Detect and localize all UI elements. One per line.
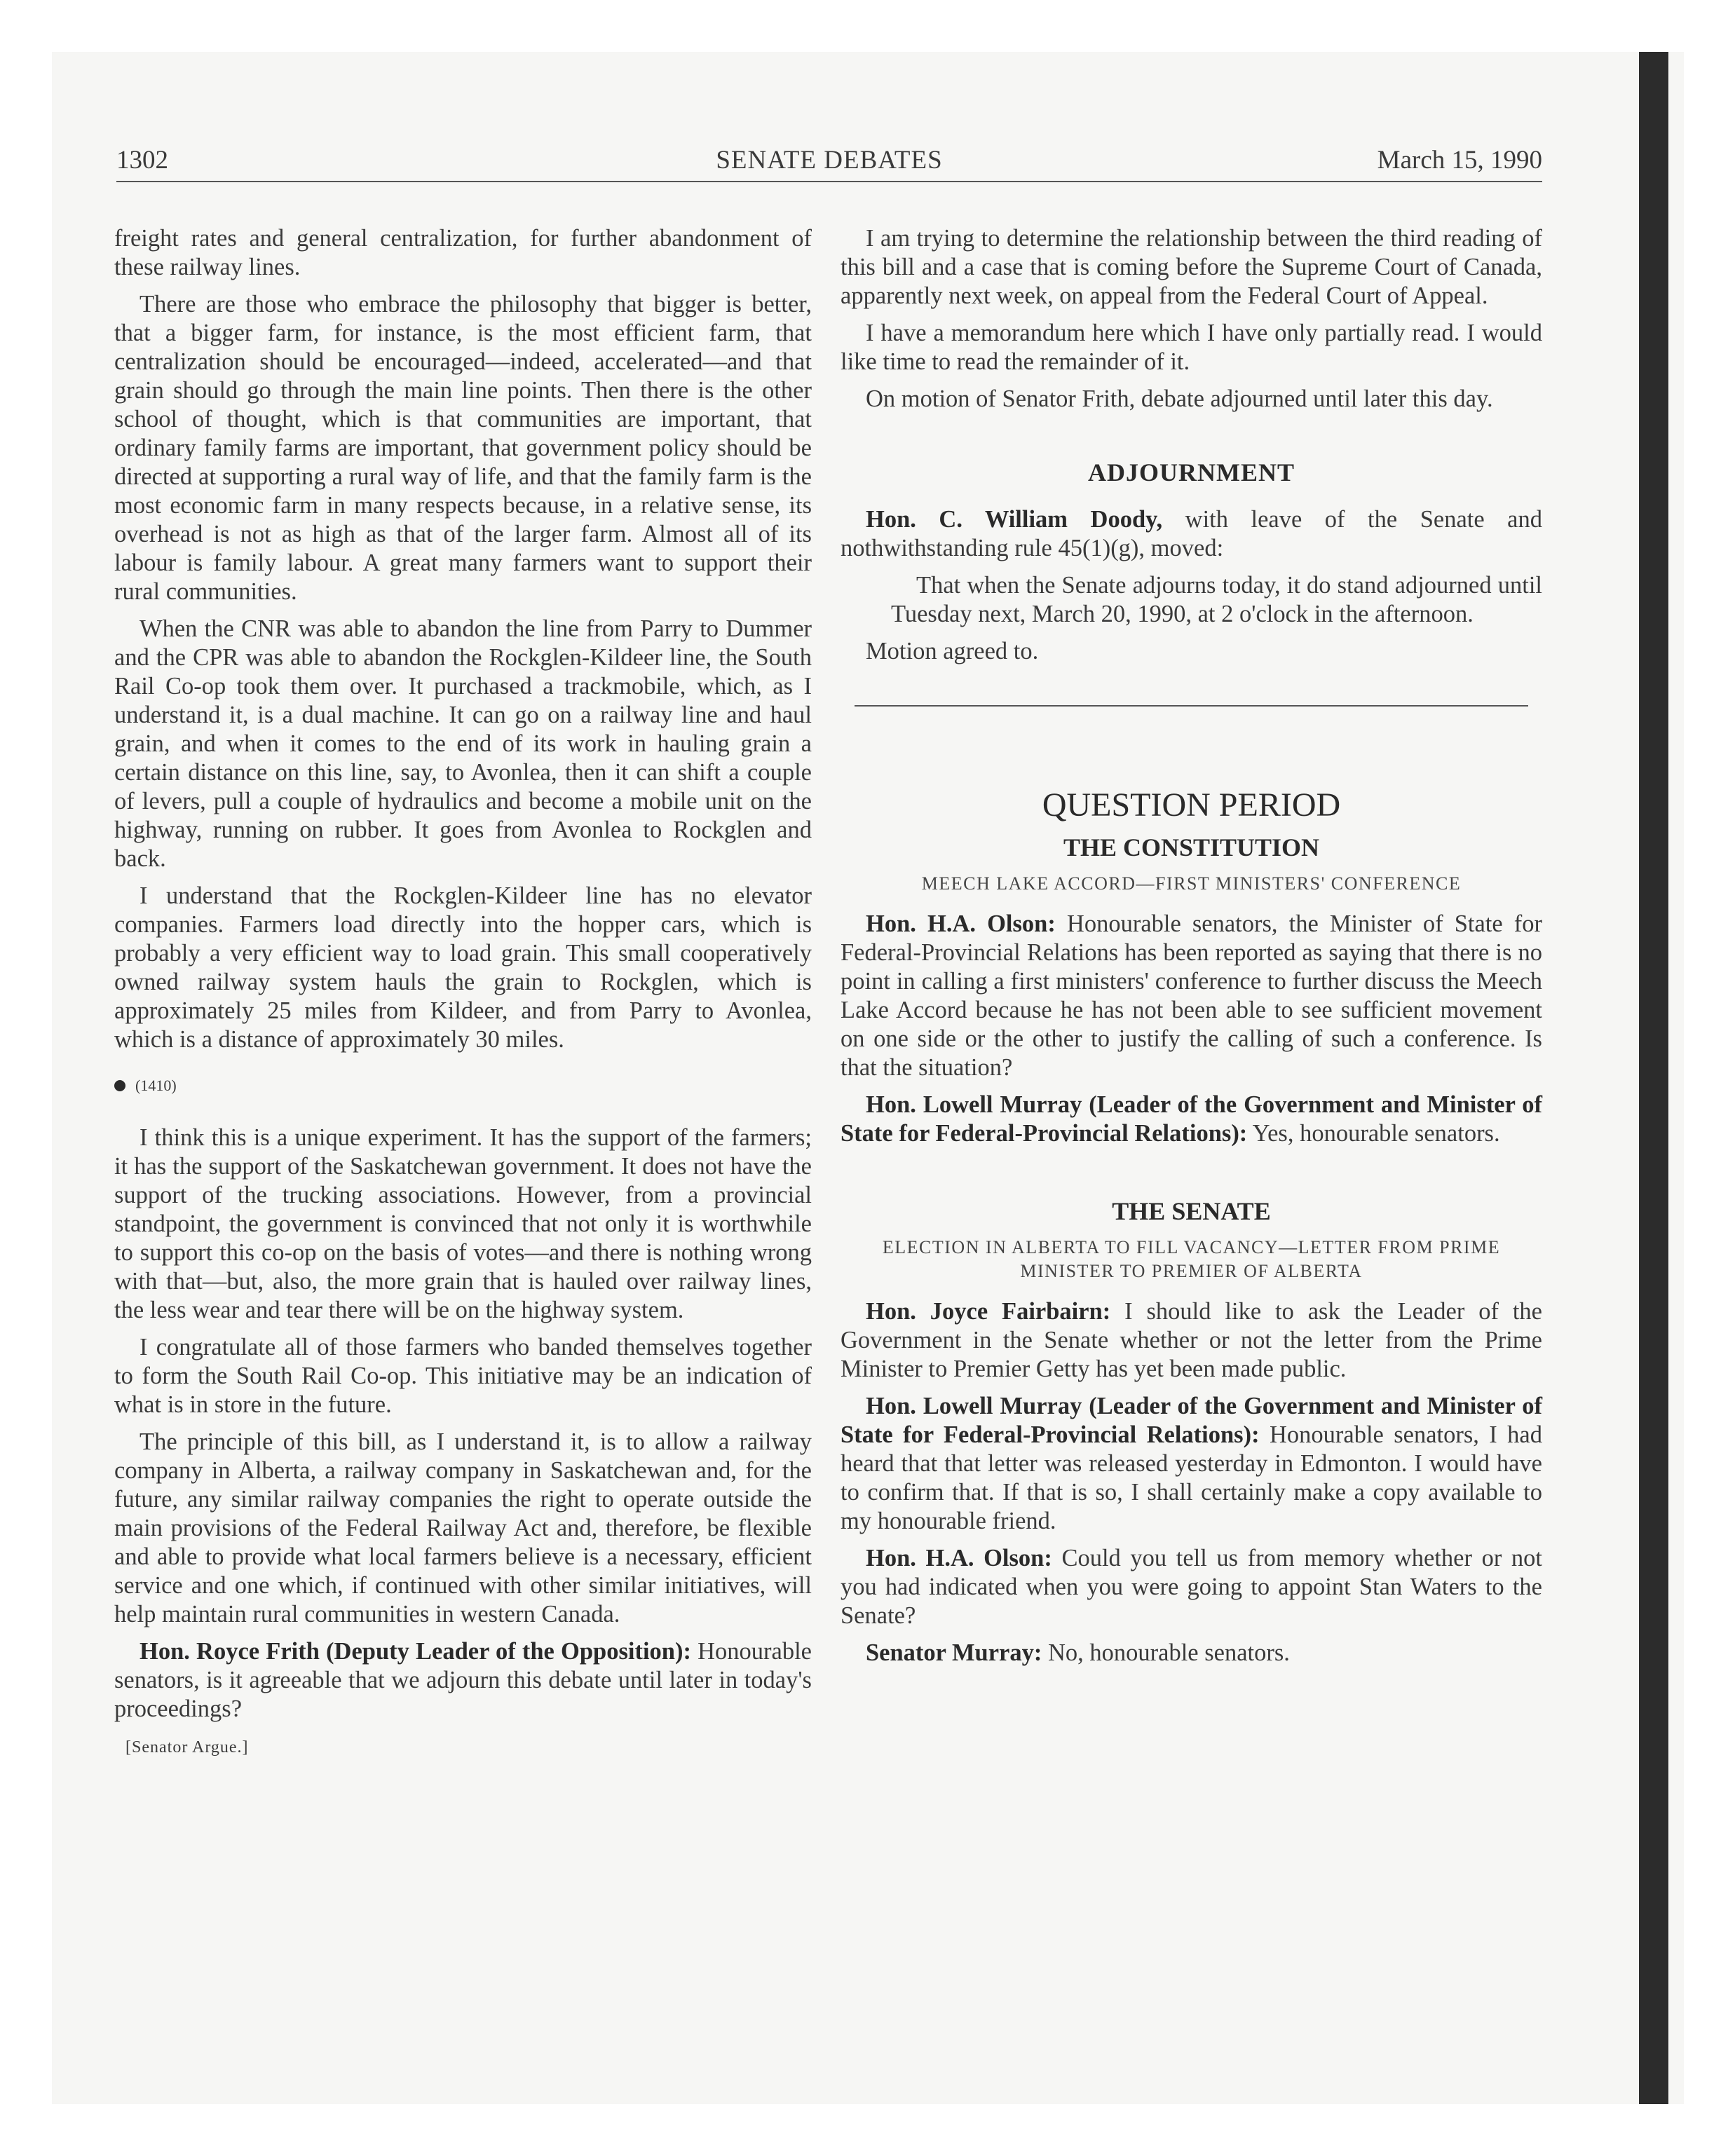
paragraph: I have a memorandum here which I have only partially read. I would like time to read the remainder of it. [841,320,1542,375]
time-marker [114,1071,812,1100]
speaker-name: Hon. C. William Doody, [866,506,1163,533]
speaker-name: Hon. Royce Frith (Deputy Leader of the Opposition): [140,1638,691,1665]
page-header [116,144,1542,182]
page-number: 1302 [116,146,168,175]
section-heading-question-period: QUESTION PERIOD [1042,786,1341,824]
speech-paragraph [841,1392,1542,1536]
subheading-the-senate: THE SENATE [1112,1197,1271,1225]
speech-text: Yes, honourable senators. [1247,1120,1500,1147]
paragraph: The principle of this bill, as I understand it, is to allow a railway company in Alberta, a railway company in Saskatchewan and, for the future, any similar railway companies the right to operate outside the main provisions of the Federal Railway Act and, therefore, be flexible and able to provide what local farmers believe is a necessary, efficient service and one which, if continued with other similar initiatives, will help maintain rural communities in western Canada. [114,1428,812,1628]
topic-heading-meech-lake: MEECH LAKE ACCORD—FIRST MINISTERS' CONFERENCE [921,873,1462,894]
speech-text: Honourable senators, the Minister of State for Federal-Provincial Relations has been reported as saying that there is no point in calling a first ministers' conference to further discuss the Meech Lake Accord because he has not been able to see sufficient movement on one side or the other to justify the calling of such a conference. Is that the situation? [841,910,1542,1081]
speech-paragraph [841,1639,1542,1667]
section-heading-adjournment: ADJOURNMENT [1088,458,1295,486]
speaker-name: Hon. Lowell Murray (Leader of the Government and Minister of State for Federal-Provincial Relations): [841,1091,1542,1147]
paragraph: I congratulate all of those farmers who banded themselves together to form the South Rail Co-op. This initiative may be an indication of what is in store in the future. [114,1334,812,1418]
speaker-name: Hon. Joyce Fairbairn: [866,1298,1111,1325]
time-marker-label: (1410) [135,1077,177,1094]
speech-paragraph [841,1091,1542,1148]
speaker-name: Senator Murray: [866,1639,1042,1666]
subheading-constitution: THE CONSTITUTION [1063,833,1320,861]
binding-edge [1639,52,1668,2104]
speech-paragraph [841,505,1542,563]
speech-text: Honourable senators, is it agreeable that we adjourn this debate until later in today's proceedings? [114,1638,812,1722]
paragraph: I think this is a unique experiment. It has the support of the farmers; it has the support of the Saskatchewan government. It does not have the support of the trucking associations. However, from a provincial standpoint, the government is convinced that not only it is worthwhile to support this co-op on the basis of votes—and there is nothing wrong with that—but, also, the more grain that is hauled over railway lines, the less wear and tear there will be on the highway system. [114,1124,812,1323]
running-title: SENATE DEBATES [716,146,943,175]
bullet-dot-icon [114,1080,125,1091]
speaker-name: Hon. Lowell Murray (Leader of the Government and Minister of State for Federal-Provincial Relations): [841,1393,1542,1448]
left-column [114,224,812,1762]
speaker-name: Hon. H.A. Olson: [866,910,1056,937]
speech-text: Honourable senators, I had heard that that letter was released yesterday in Edmonton. I would have to confirm that. If that is so, I shall certainly make a copy available to my honourable friend. [841,1421,1542,1534]
paragraph: I am trying to determine the relationship between the third reading of this bill and a case that is coming before the Supreme Court of Canada, apparently next week, on appeal from the Federal Court of Appeal. [841,225,1542,309]
paragraph: freight rates and general centralization, for further abandonment of these railway lines. [114,225,812,280]
footnote: [Senator Argue.] [125,1738,249,1756]
section-divider [855,705,1528,707]
right-column [841,224,1542,1676]
speech-paragraph [841,1297,1542,1384]
motion-text: That when the Senate adjourns today, it do stand adjourned until Tuesday next, March 20, 1990, at 2 o'clock in the afternoon. [891,572,1542,627]
speech-paragraph [114,1637,812,1724]
paragraph: I understand that the Rockglen-Kildeer line has no elevator companies. Farmers load directly into the hopper cars, which is probably a very efficient way to load grain. This small cooperatively owned railway system hauls the grain to Rockglen, which is approximately 25 miles from Kildeer, and from Parry to Avonlea, which is a distance of approximately 30 miles. [114,882,812,1053]
paragraph: When the CNR was able to abandon the line from Parry to Dummer and the CPR was able to abandon the Rockglen-Kildeer line, the South Rail Co-op took them over. It purchased a trackmobile, which, as I understand it, is a dual machine. It can go on a railway line and haul grain, and when it comes to the end of its work in hauling grain a certain distance on this line, say, to Avonlea, then it can shift a couple of levers, pull a couple of hydraulics and become a mobile unit on the highway, running on rubber. It goes from Avonlea to Rockglen and back. [114,615,812,872]
speech-paragraph [841,910,1542,1082]
speech-text: Could you tell us from memory whether or not you had indicated when you were going to appoint Stan Waters to the Senate? [841,1545,1542,1629]
page-date: March 15, 1990 [1377,146,1542,175]
speaker-name: Hon. H.A. Olson: [866,1545,1052,1571]
speech-paragraph [841,1544,1542,1630]
paragraph: Motion agreed to. [866,638,1039,664]
paragraph: There are those who embrace the philosophy that bigger is better, that a bigger farm, for instance, is the most efficient farm, that centralization should be encouraged—indeed, accelerated—and that grain should go through the main line points. Then there is the other school of thought, which is that communities are important, that ordinary family farms are important, that government policy should be directed at supporting a rural way of life, and that the family farm is the most economic farm in many respects because, in a relative sense, its overhead is not as high as that of the larger farm. Almost all of its labour is family labour. A great many farmers want to support their rural communities. [114,291,812,605]
topic-heading-election-alberta: ELECTION IN ALBERTA TO FILL VACANCY—LETTER FROM PRIME MINISTER TO PREMIER OF ALBERTA [882,1237,1501,1281]
speech-text: with leave of the Senate and nothwithstanding rule 45(1)(g), moved: [841,506,1542,561]
speech-text: No, honourable senators. [1042,1639,1290,1666]
paragraph: On motion of Senator Frith, debate adjourned until later this day. [866,386,1493,412]
speech-text: I should like to ask the Leader of the Government in the Senate whether or not the letter from the Prime Minister to Premier Getty has yet been made public. [841,1298,1542,1382]
